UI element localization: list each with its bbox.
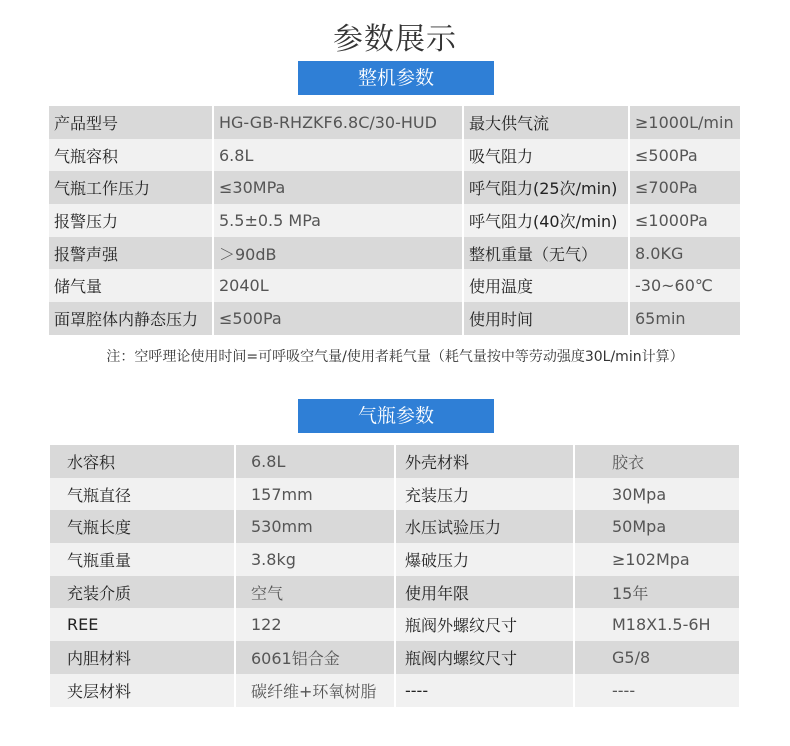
table-row: [49, 302, 741, 335]
param-value: 122: [235, 608, 395, 641]
param-value: 157mm: [235, 478, 395, 511]
table-row: [50, 478, 740, 511]
param-value: 6.8L: [235, 445, 395, 478]
param-value: ＞90dB: [213, 237, 463, 270]
param-value: 8.0KG: [629, 237, 741, 270]
param-label: 产品型号: [49, 106, 213, 139]
param-value: 碳纤维+环氧树脂: [235, 674, 395, 707]
param-label: 内胆材料: [50, 641, 235, 674]
param-value: 胶衣: [574, 445, 740, 478]
param-label: 吸气阻力: [463, 139, 629, 172]
param-label: 充装介质: [50, 576, 235, 609]
param-value: 530mm: [235, 510, 395, 543]
param-label: 使用温度: [463, 269, 629, 302]
param-value: 50Mpa: [574, 510, 740, 543]
param-value: 30Mpa: [574, 478, 740, 511]
table-row: [49, 106, 741, 139]
param-label: 爆破压力: [395, 543, 574, 576]
param-label: 呼气阻力(25次/min): [463, 171, 629, 204]
table-row: [50, 674, 740, 707]
param-label: 最大供气流: [463, 106, 629, 139]
param-value: ≤500Pa: [213, 302, 463, 335]
cylinder-params-table: [50, 445, 741, 707]
param-label: 报警压力: [49, 204, 213, 237]
param-label: 使用年限: [395, 576, 574, 609]
param-label: 面罩腔体内静态压力: [49, 302, 213, 335]
param-value: ≥102Mpa: [574, 543, 740, 576]
param-label: 呼气阻力(40次/min): [463, 204, 629, 237]
table-row: [50, 510, 740, 543]
param-label: 报警声强: [49, 237, 213, 270]
table-row: [49, 269, 741, 302]
param-value: 空气: [235, 576, 395, 609]
param-value: -30~60℃: [629, 269, 741, 302]
param-label: 水容积: [50, 445, 235, 478]
table-row: [49, 204, 741, 237]
table-row: [50, 608, 740, 641]
param-label: 瓶阀外螺纹尺寸: [395, 608, 574, 641]
param-value: ≥1000L/min: [629, 106, 741, 139]
param-label: 外壳材料: [395, 445, 574, 478]
param-value: 65min: [629, 302, 741, 335]
param-value: 2040L: [213, 269, 463, 302]
machine-params-table: [49, 106, 742, 335]
param-label: 气瓶容积: [49, 139, 213, 172]
section-title-machine-params: 整机参数: [298, 61, 494, 95]
table-row: [50, 576, 740, 609]
param-value: M18X1.5-6H: [574, 608, 740, 641]
param-value: ≤30MPa: [213, 171, 463, 204]
table-row: [49, 237, 741, 270]
param-value: 6061铝合金: [235, 641, 395, 674]
param-label: 气瓶工作压力: [49, 171, 213, 204]
table-row: [49, 139, 741, 172]
param-value: ----: [574, 674, 740, 707]
param-label: 气瓶重量: [50, 543, 235, 576]
usage-time-note: 注：空呼理论使用时间=可呼吸空气量/使用者耗气量（耗气量按中等劳动强度30L/min计算）: [106, 349, 684, 365]
param-label: 夹层材料: [50, 674, 235, 707]
param-label: 水压试验压力: [395, 510, 574, 543]
param-value: 15年: [574, 576, 740, 609]
param-value: ≤700Pa: [629, 171, 741, 204]
param-value: G5/8: [574, 641, 740, 674]
param-label: ----: [395, 674, 574, 707]
table-row: [50, 543, 740, 576]
param-label: 气瓶长度: [50, 510, 235, 543]
param-label: 充装压力: [395, 478, 574, 511]
param-value: ≤1000Pa: [629, 204, 741, 237]
section-title-cylinder-params: 气瓶参数: [298, 399, 494, 433]
param-value: 3.8kg: [235, 543, 395, 576]
param-label: 使用时间: [463, 302, 629, 335]
param-value: ≤500Pa: [629, 139, 741, 172]
param-label: 气瓶直径: [50, 478, 235, 511]
page-title: 参数展示: [333, 22, 457, 57]
param-value: 5.5±0.5 MPa: [213, 204, 463, 237]
param-label: 整机重量（无气）: [463, 237, 629, 270]
param-value: HG-GB-RHZKF6.8C/30-HUD: [213, 106, 463, 139]
table-row: [49, 171, 741, 204]
param-value: 6.8L: [213, 139, 463, 172]
param-label: 瓶阀内螺纹尺寸: [395, 641, 574, 674]
table-row: [50, 641, 740, 674]
table-row: [50, 445, 740, 478]
param-label: REE: [50, 608, 235, 641]
param-label: 储气量: [49, 269, 213, 302]
